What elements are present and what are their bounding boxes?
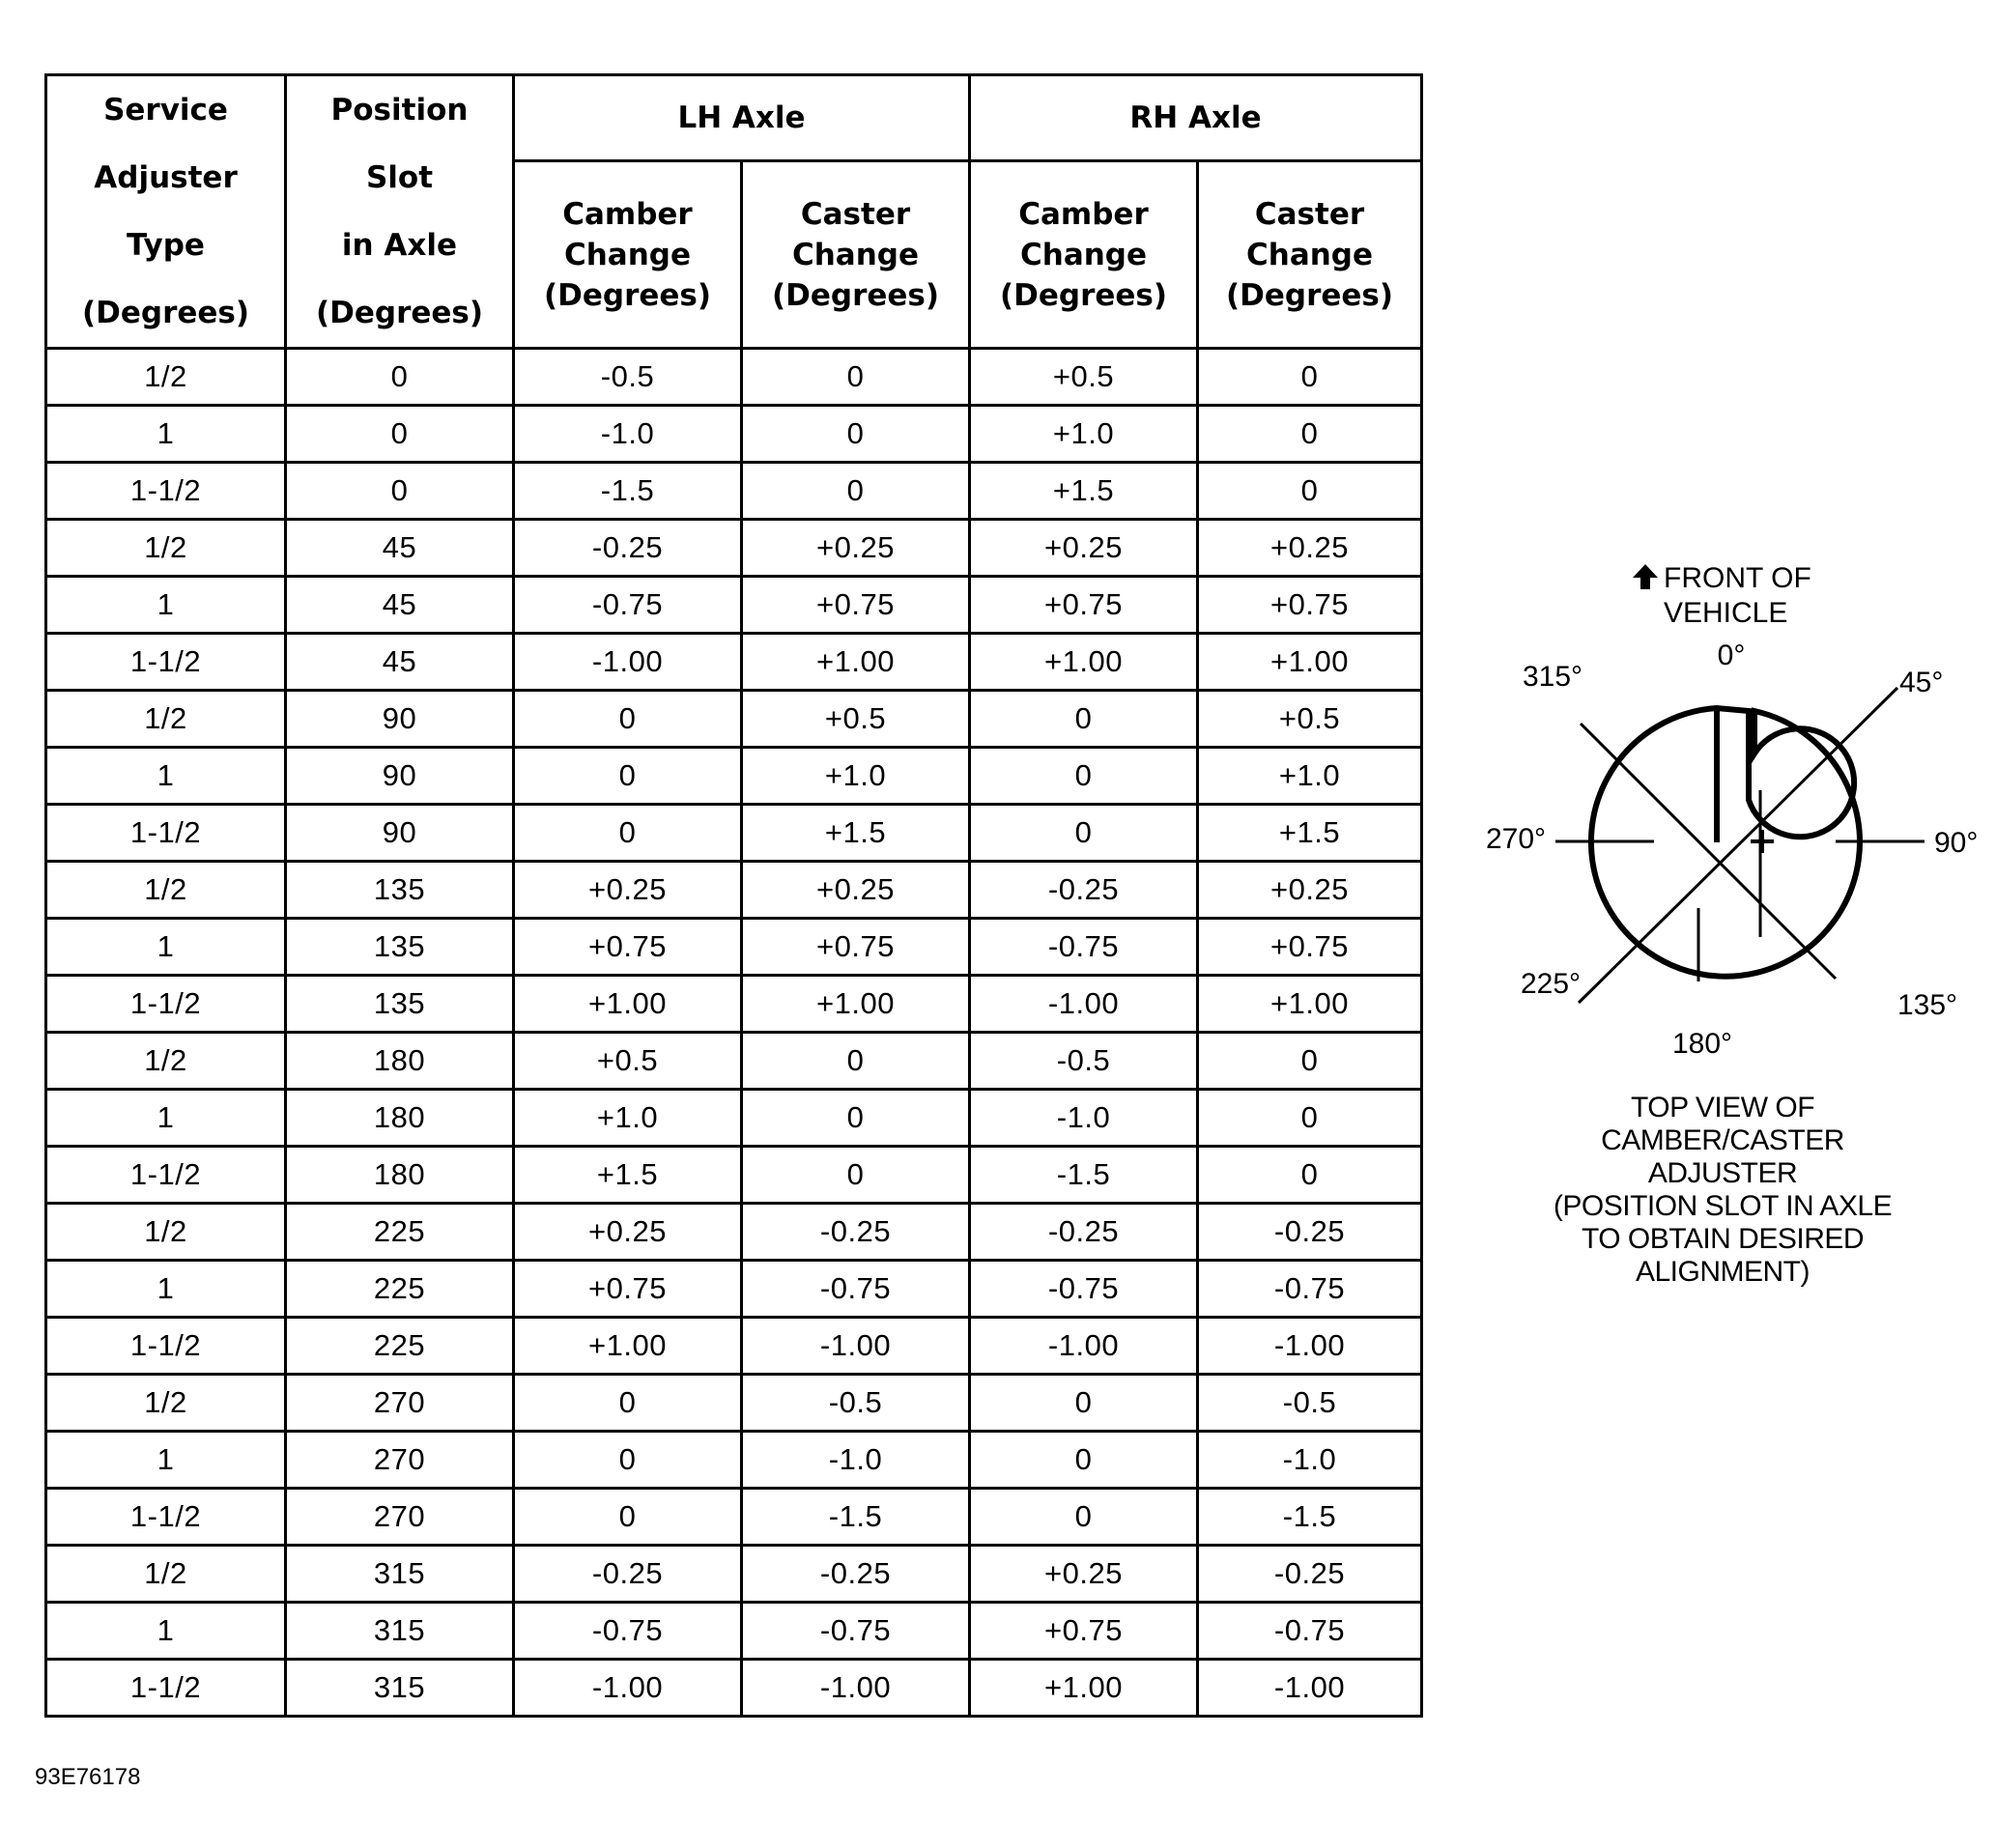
cell-lh-caster-change: -0.25 — [742, 1204, 970, 1261]
angle-label-45: 45° — [1899, 667, 1944, 698]
header-rh-axle: RH Axle — [970, 75, 1422, 161]
cell-position-slot: 225 — [286, 1204, 514, 1261]
angle-label-315: 315° — [1523, 661, 1583, 693]
cell-service-adjuster-type: 1 — [46, 1090, 286, 1147]
header-lh-camber-change: Camber Change (Degrees) — [514, 161, 742, 349]
cell-position-slot: 0 — [286, 463, 514, 520]
cell-rh-camber-change: +1.00 — [970, 1660, 1198, 1717]
cell-position-slot: 270 — [286, 1432, 514, 1489]
angle-label-135: 135° — [1897, 989, 1958, 1021]
cell-lh-caster-change: +0.25 — [742, 520, 970, 577]
cell-position-slot: 315 — [286, 1660, 514, 1717]
cell-lh-caster-change: -1.0 — [742, 1432, 970, 1489]
cell-rh-camber-change: +0.75 — [970, 1603, 1198, 1660]
cell-service-adjuster-type: 1 — [46, 406, 286, 463]
cell-rh-camber-change: +1.0 — [970, 406, 1198, 463]
cell-lh-caster-change: -0.5 — [742, 1375, 970, 1432]
cell-lh-camber-change: 0 — [514, 691, 742, 748]
cell-position-slot: 0 — [286, 406, 514, 463]
cell-lh-camber-change: +0.75 — [514, 1261, 742, 1318]
cell-position-slot: 135 — [286, 862, 514, 919]
alignment-table — [44, 73, 1423, 1718]
cell-rh-camber-change: +1.00 — [970, 634, 1198, 691]
cell-lh-caster-change: +1.5 — [742, 805, 970, 862]
cell-rh-caster-change: -0.5 — [1198, 1375, 1422, 1432]
cell-position-slot: 180 — [286, 1090, 514, 1147]
table-row — [46, 1375, 1422, 1432]
cell-rh-camber-change: 0 — [970, 748, 1198, 805]
table-row — [46, 349, 1422, 406]
cell-position-slot: 315 — [286, 1603, 514, 1660]
front-of-vehicle-label-1: FRONT OF — [1664, 562, 1811, 594]
cell-service-adjuster-type: 1-1/2 — [46, 976, 286, 1033]
cell-rh-camber-change: +0.75 — [970, 577, 1198, 634]
table-row — [46, 634, 1422, 691]
cell-service-adjuster-type: 1 — [46, 1603, 286, 1660]
cell-rh-camber-change: 0 — [970, 691, 1198, 748]
cell-rh-camber-change: -0.75 — [970, 1261, 1198, 1318]
cell-lh-caster-change: +1.00 — [742, 634, 970, 691]
table-row — [46, 406, 1422, 463]
cell-rh-caster-change: +0.25 — [1198, 862, 1422, 919]
cell-position-slot: 45 — [286, 520, 514, 577]
table-body — [46, 349, 1422, 1717]
header-service-adjuster-type: Service Adjuster Type (Degrees) — [46, 75, 286, 349]
front-arrow-icon — [1633, 564, 1658, 589]
cell-service-adjuster-type: 1 — [46, 748, 286, 805]
cell-lh-caster-change: +1.00 — [742, 976, 970, 1033]
cell-rh-caster-change: +1.5 — [1198, 805, 1422, 862]
cell-service-adjuster-type: 1/2 — [46, 1204, 286, 1261]
table-row — [46, 691, 1422, 748]
cell-lh-camber-change: +1.00 — [514, 1318, 742, 1375]
cell-rh-caster-change: 0 — [1198, 1147, 1422, 1204]
cell-lh-camber-change: 0 — [514, 805, 742, 862]
table-row — [46, 862, 1422, 919]
cell-lh-caster-change: 0 — [742, 1147, 970, 1204]
cell-rh-caster-change: -0.25 — [1198, 1546, 1422, 1603]
cell-lh-camber-change: -0.25 — [514, 1546, 742, 1603]
table-row — [46, 1546, 1422, 1603]
cell-rh-camber-change: -0.75 — [970, 919, 1198, 976]
cell-lh-caster-change: 0 — [742, 349, 970, 406]
cell-lh-caster-change: 0 — [742, 463, 970, 520]
cell-lh-camber-change: -1.0 — [514, 406, 742, 463]
table-row — [46, 748, 1422, 805]
cell-lh-camber-change: -1.00 — [514, 1660, 742, 1717]
angle-label-90: 90° — [1934, 827, 1979, 859]
cell-lh-camber-change: -0.75 — [514, 1603, 742, 1660]
table-row — [46, 1204, 1422, 1261]
cell-service-adjuster-type: 1 — [46, 1261, 286, 1318]
cell-rh-camber-change: +0.25 — [970, 1546, 1198, 1603]
cell-rh-caster-change: +0.75 — [1198, 919, 1422, 976]
cell-lh-caster-change: -1.00 — [742, 1660, 970, 1717]
adjuster-diagram — [1449, 541, 1996, 1294]
cell-service-adjuster-type: 1-1/2 — [46, 805, 286, 862]
table-row — [46, 919, 1422, 976]
cell-lh-camber-change: -1.00 — [514, 634, 742, 691]
figure-id: 93E76178 — [35, 1764, 141, 1790]
cell-position-slot: 135 — [286, 976, 514, 1033]
cell-position-slot: 270 — [286, 1375, 514, 1432]
cell-position-slot: 0 — [286, 349, 514, 406]
cell-service-adjuster-type: 1-1/2 — [46, 1660, 286, 1717]
header-rh-camber-change: Camber Change (Degrees) — [970, 161, 1198, 349]
cell-position-slot: 90 — [286, 748, 514, 805]
cell-rh-caster-change: -1.00 — [1198, 1660, 1422, 1717]
header-rh-caster-change: Caster Change (Degrees) — [1198, 161, 1422, 349]
table-row — [46, 976, 1422, 1033]
cell-rh-camber-change: -1.0 — [970, 1090, 1198, 1147]
angle-label-270: 270° — [1486, 823, 1547, 855]
cell-lh-caster-change: 0 — [742, 1090, 970, 1147]
cell-rh-camber-change: 0 — [970, 805, 1198, 862]
cell-position-slot: 45 — [286, 634, 514, 691]
adjuster-top-view-drawing — [1449, 541, 1996, 1082]
cell-rh-camber-change: -0.25 — [970, 862, 1198, 919]
cell-rh-caster-change: 0 — [1198, 1090, 1422, 1147]
cell-rh-camber-change: -0.5 — [970, 1033, 1198, 1090]
table-row — [46, 1603, 1422, 1660]
caption-line: TO OBTAIN DESIRED — [1581, 1223, 1865, 1255]
cell-rh-caster-change: +0.5 — [1198, 691, 1422, 748]
caption-line: ALIGNMENT) — [1635, 1256, 1810, 1288]
angle-label-180: 180° — [1671, 1028, 1733, 1060]
cell-rh-camber-change: +1.5 — [970, 463, 1198, 520]
cell-rh-camber-change: -1.00 — [970, 1318, 1198, 1375]
cell-rh-caster-change: 0 — [1198, 406, 1422, 463]
cell-rh-caster-change: -1.5 — [1198, 1489, 1422, 1546]
cell-rh-camber-change: -1.00 — [970, 976, 1198, 1033]
cell-rh-caster-change: -0.75 — [1198, 1603, 1422, 1660]
cell-lh-caster-change: +0.25 — [742, 862, 970, 919]
table-row — [46, 1318, 1422, 1375]
cell-lh-camber-change: +0.25 — [514, 1204, 742, 1261]
cell-position-slot: 225 — [286, 1261, 514, 1318]
cell-position-slot: 225 — [286, 1318, 514, 1375]
caption-line: CAMBER/CASTER — [1601, 1124, 1844, 1156]
cell-rh-camber-change: +0.5 — [970, 349, 1198, 406]
cell-lh-caster-change: +0.75 — [742, 577, 970, 634]
cell-service-adjuster-type: 1-1/2 — [46, 1489, 286, 1546]
cell-rh-camber-change: 0 — [970, 1375, 1198, 1432]
cell-service-adjuster-type: 1/2 — [46, 862, 286, 919]
cell-lh-camber-change: +0.25 — [514, 862, 742, 919]
cell-rh-caster-change: 0 — [1198, 349, 1422, 406]
cell-position-slot: 180 — [286, 1147, 514, 1204]
header-position-slot: Position Slot in Axle (Degrees) — [286, 75, 514, 349]
cell-rh-camber-change: 0 — [970, 1432, 1198, 1489]
axis-line-315-135 — [1581, 724, 1836, 979]
cell-position-slot: 315 — [286, 1546, 514, 1603]
cell-position-slot: 90 — [286, 805, 514, 862]
cell-rh-caster-change: +1.00 — [1198, 634, 1422, 691]
table-row — [46, 1033, 1422, 1090]
header-lh-axle: LH Axle — [514, 75, 970, 161]
cell-rh-caster-change: +0.75 — [1198, 577, 1422, 634]
cell-rh-camber-change: -1.5 — [970, 1147, 1198, 1204]
cell-lh-caster-change: +1.0 — [742, 748, 970, 805]
caption-line: ADJUSTER — [1647, 1157, 1798, 1189]
cell-rh-camber-change: 0 — [970, 1489, 1198, 1546]
table-row — [46, 1489, 1422, 1546]
cell-lh-caster-change: +0.5 — [742, 691, 970, 748]
cell-service-adjuster-type: 1 — [46, 919, 286, 976]
cell-lh-camber-change: 0 — [514, 748, 742, 805]
cell-rh-caster-change: +1.00 — [1198, 976, 1422, 1033]
cell-service-adjuster-type: 1/2 — [46, 1375, 286, 1432]
cell-lh-caster-change: -0.75 — [742, 1603, 970, 1660]
cell-lh-caster-change: -0.75 — [742, 1261, 970, 1318]
cell-lh-caster-change: 0 — [742, 1033, 970, 1090]
cell-lh-caster-change: +0.75 — [742, 919, 970, 976]
cell-rh-camber-change: -0.25 — [970, 1204, 1198, 1261]
diagram-caption — [1449, 1092, 1996, 1289]
cell-lh-camber-change: 0 — [514, 1375, 742, 1432]
cell-position-slot: 270 — [286, 1489, 514, 1546]
cell-rh-camber-change: +0.25 — [970, 520, 1198, 577]
caption-line: (POSITION SLOT IN AXLE — [1553, 1190, 1893, 1222]
cell-lh-caster-change: -0.25 — [742, 1546, 970, 1603]
axis-line-45-225 — [1579, 688, 1897, 1003]
cell-position-slot: 180 — [286, 1033, 514, 1090]
cell-lh-camber-change: +0.5 — [514, 1033, 742, 1090]
cell-position-slot: 45 — [286, 577, 514, 634]
cell-service-adjuster-type: 1-1/2 — [46, 1318, 286, 1375]
table-row — [46, 577, 1422, 634]
cell-lh-caster-change: -1.00 — [742, 1318, 970, 1375]
cell-lh-camber-change: 0 — [514, 1432, 742, 1489]
cell-service-adjuster-type: 1-1/2 — [46, 1147, 286, 1204]
cell-lh-camber-change: +0.75 — [514, 919, 742, 976]
angle-label-225: 225° — [1521, 968, 1582, 1000]
table-row — [46, 1090, 1422, 1147]
cell-lh-camber-change: +1.0 — [514, 1090, 742, 1147]
cell-rh-caster-change: -1.00 — [1198, 1318, 1422, 1375]
cell-service-adjuster-type: 1/2 — [46, 691, 286, 748]
cell-rh-caster-change: +1.0 — [1198, 748, 1422, 805]
cell-lh-caster-change: 0 — [742, 406, 970, 463]
table-row — [46, 1261, 1422, 1318]
cell-position-slot: 135 — [286, 919, 514, 976]
cell-rh-caster-change: 0 — [1198, 1033, 1422, 1090]
cell-service-adjuster-type: 1/2 — [46, 520, 286, 577]
cell-lh-camber-change: -0.75 — [514, 577, 742, 634]
table-row — [46, 1660, 1422, 1717]
cell-lh-camber-change: +1.00 — [514, 976, 742, 1033]
table-row — [46, 463, 1422, 520]
cell-service-adjuster-type: 1/2 — [46, 349, 286, 406]
cell-service-adjuster-type: 1 — [46, 1432, 286, 1489]
caption-line: TOP VIEW OF — [1630, 1092, 1815, 1123]
cell-lh-camber-change: 0 — [514, 1489, 742, 1546]
cell-service-adjuster-type: 1/2 — [46, 1546, 286, 1603]
cell-service-adjuster-type: 1-1/2 — [46, 463, 286, 520]
cell-service-adjuster-type: 1-1/2 — [46, 634, 286, 691]
front-of-vehicle-label-2: VEHICLE — [1664, 597, 1788, 629]
cell-position-slot: 90 — [286, 691, 514, 748]
cell-rh-caster-change: -0.75 — [1198, 1261, 1422, 1318]
cell-rh-caster-change: -0.25 — [1198, 1204, 1422, 1261]
header-lh-caster-change: Caster Change (Degrees) — [742, 161, 970, 349]
table-row — [46, 1147, 1422, 1204]
table-row — [46, 520, 1422, 577]
cell-lh-camber-change: -0.5 — [514, 349, 742, 406]
cell-lh-camber-change: -1.5 — [514, 463, 742, 520]
cell-rh-caster-change: -1.0 — [1198, 1432, 1422, 1489]
table-row — [46, 1432, 1422, 1489]
cell-lh-camber-change: -0.25 — [514, 520, 742, 577]
cell-rh-caster-change: 0 — [1198, 463, 1422, 520]
cell-lh-camber-change: +1.5 — [514, 1147, 742, 1204]
angle-label-0: 0° — [1717, 640, 1746, 671]
cell-service-adjuster-type: 1 — [46, 577, 286, 634]
table-row — [46, 805, 1422, 862]
cell-rh-caster-change: +0.25 — [1198, 520, 1422, 577]
cell-lh-caster-change: -1.5 — [742, 1489, 970, 1546]
cell-service-adjuster-type: 1/2 — [46, 1033, 286, 1090]
